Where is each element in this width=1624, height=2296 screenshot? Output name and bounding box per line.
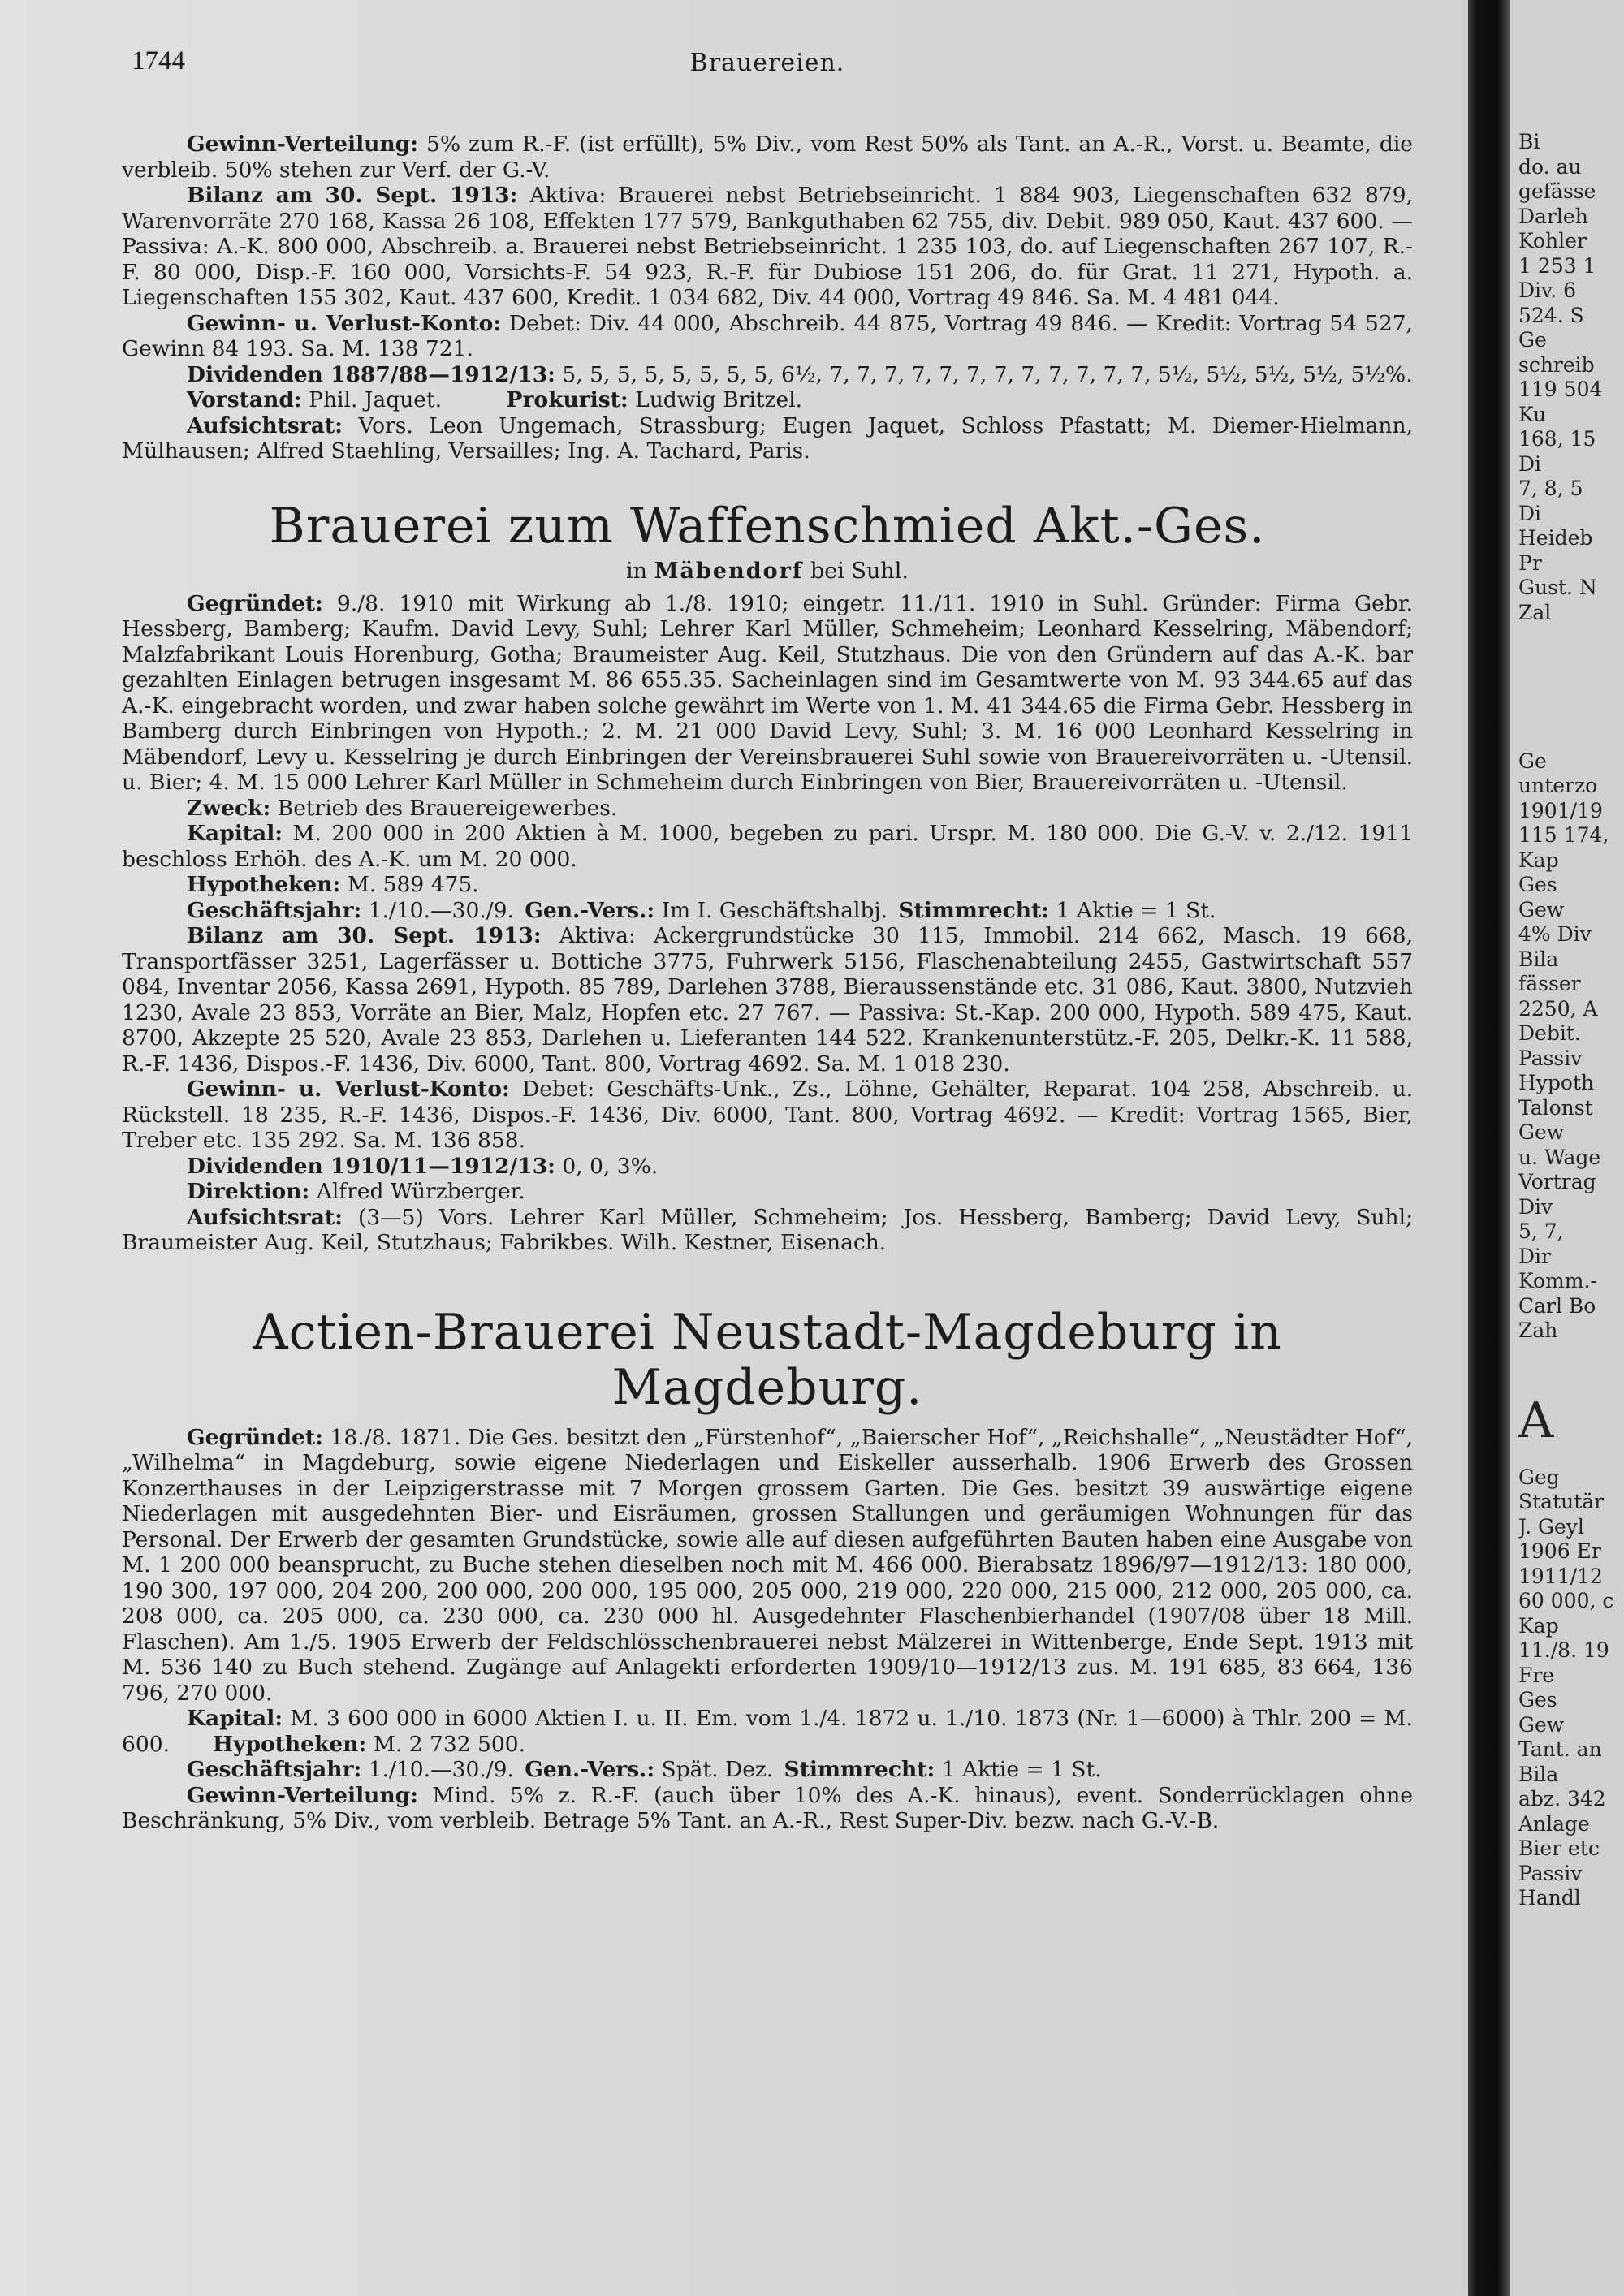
fragment-line: 7, 8, 5 — [1518, 477, 1583, 500]
fragment-line: Anlage — [1518, 1811, 1590, 1836]
fragment-line — [1518, 675, 1624, 700]
fragment-line: 4% Div — [1518, 922, 1592, 946]
entry-hypotheken: Hypotheken: M. 589 475. — [187, 872, 479, 897]
fragment-line: Gew — [1518, 1712, 1565, 1737]
entry-gewinn-verlust: Gewinn- u. Verlust-Konto: Debet: Div. 44 000, Abschreib. 44 875, Vortrag 49 846. — Kredit: Vortrag 54 527, Gewinn 84 193. Sa. M. 138 721. — [122, 310, 1413, 361]
fragment-line: abz. 342 — [1518, 1787, 1606, 1810]
prev-company-continuation — [122, 132, 1413, 464]
entry-bilanz: Bilanz am 30. Sept. 1913: Aktiva: Brauerei nebst Betriebseinricht. 1 884 903, Liegenschaften 632 879, Warenvorräte 270 168, Kassa 26 108, Effekten 177 579, Bankguthaben 62 755, div. Debit. 989 050, Kaut. 437 600. — Passiva: A.-K. 800 000, Abschreib. a. Brauerei nebst Betriebseinricht. 1 235 103, do. auf Liegenschaften 267 107, R.-F. 80 000, Disp.-F. 160 000, Vorsichts-F. 54 923, R.-F. für Dubiose 151 206, do. für Grat. 11 271, Hypoth. a. Liegenschaften 155 302, Kaut. 437 600, Kredit. 1 034 682, Div. 44 000, Vortrag 49 846. Sa. M. 4 481 044. — [122, 183, 1413, 310]
fragment-line: Kap — [1518, 1613, 1559, 1638]
fragment-line — [1518, 650, 1624, 675]
fragment-line — [1518, 700, 1624, 725]
fragment-line: u. Wage — [1518, 1145, 1601, 1169]
fragment-line: Ge — [1518, 328, 1547, 352]
fragment-line: 115 174, — [1518, 823, 1609, 847]
fragment-line: Handl — [1518, 1886, 1581, 1910]
entry-kapital: Kapital: M. 200 000 in 200 Aktien à M. 1000, begeben zu pari. Urspr. M. 180 000. Die G.-V. v. 2./12. 1911 beschloss Erhöh. des A.-K. um M. 20 000. — [122, 821, 1413, 872]
page-number: 1744 — [132, 46, 185, 76]
fragment-line: 1901/19 — [1518, 798, 1603, 822]
fragment-line: Ge — [1518, 749, 1547, 773]
fragment-line: Zal — [1518, 600, 1552, 624]
fragment-line: 11./8. 19 — [1518, 1638, 1609, 1662]
fragment-line: Bi — [1518, 130, 1540, 153]
entry-zweck: Zweck: Betrieb des Brauereigewerbes. — [187, 795, 618, 821]
fragment-line: Bier etc — [1518, 1836, 1600, 1860]
fragment-line: unterzo — [1518, 774, 1598, 797]
fragment-line: Heideb — [1518, 526, 1593, 550]
company-title: Brauerei zum Waffenschmied Akt.-Ges. — [269, 497, 1266, 555]
fragment-line: 1906 Er — [1518, 1539, 1601, 1563]
fragment-line: Div — [1518, 1194, 1553, 1219]
page-header — [122, 46, 1413, 94]
fragment-line: gefässe — [1518, 179, 1596, 203]
fragment-line: Zah — [1518, 1318, 1558, 1342]
company-neustadt-magdeburg — [122, 1305, 1413, 1834]
fragment-line: Tant. an — [1518, 1737, 1602, 1761]
entry-gegruendet: Gegründet: 9./8. 1910 mit Wirkung ab 1./8. 1910; eingetr. 11./11. 1910 in Suhl. Gründer: Firma Gebr. Hessberg, Bamberg; Kaufm. David Levy, Suhl; Lehrer Karl Müller, Schmeheim; Leonhard Kesselring, Mäbendorf; Malzfabrikant Louis Horenburg, Gotha; Braumeister Aug. Keil, Stutzhaus. Die von den Gründern auf das A.-K. bar gezahlten Einlagen betrugen insgesamt M. 86 655.35. Sacheinlagen sind im Gesamtwerte von M. 93 344.65 auf das A.-K. eingebracht worden, und zwar haben solche gewährt im Werte von 1. M. 41 344.65 die Firma Gebr. Hessberg in Bamberg durch Einbringen von Hypoth.; 2. M. 21 000 David Levy, Suhl; 3. M. 16 000 Leonhard Kesselring in Mäbendorf, Levy u. Kesselring je durch Einbringen der Vereinsbrauerei Suhl sowie von Brauereivorräten u. -Utensil. u. Bier; 4. M. 15 000 Lehrer Karl Müller in Schmeheim durch Einbringen von Bier, Brauereivorräten u. -Utensil. — [122, 590, 1413, 795]
fragment-line: Ku — [1518, 402, 1547, 426]
fragment-line: Di — [1518, 451, 1542, 476]
fragment-line — [1518, 625, 1624, 650]
entry-vorstand: Vorstand: Phil. Jaquet. Prokurist: Ludwig Britzel. — [187, 387, 803, 412]
fragment-line: 2250, A — [1518, 996, 1598, 1021]
fragment-line: 60 000, c — [1518, 1589, 1614, 1612]
company-location: in Mäbendorf bei Suhl. — [626, 558, 909, 584]
fragment-line — [1518, 724, 1624, 749]
fragment-line: A — [1518, 1392, 1554, 1449]
fragment-line: Fre — [1518, 1663, 1555, 1687]
entry-dividenden: Dividenden 1910/11—1912/13: 0, 0, 3%. — [187, 1153, 659, 1179]
fragment-line: schreib — [1518, 352, 1595, 377]
fragment-line: 1 253 1 — [1518, 253, 1596, 278]
entry-bilanz: Bilanz am 30. Sept. 1913: Aktiva: Ackergrundstücke 30 115, Immobil. 214 662, Masch. 19 668, Transportfässer 3251, Lagerfässer u. Bottiche 3775, Fuhrwerk 5156, Flaschenabteilung 2455, Gastwirtschaft 557 084, Inventar 2056, Kassa 2691, Hypoth. 85 789, Darlehen 3788, Bieraussenstände etc. 31 086, Kaut. 3800, Nutzvieh 1230, Avale 23 853, Vorräte an Bier, Malz, Hopfen etc. 27 767. — Passiva: St.-Kap. 200 000, Hypoth. 589 475, Kaut. 8700, Akzepte 25 520, Avale 23 853, Darlehen u. Lieferanten 144 522. Krankenunterstütz.-F. 205, Delkr.-K. 11 588, R.-F. 1436, Dispos.-F. 1436, Div. 6000, Tant. 800, Vortrag 4692. Sa. M. 1 018 230. — [122, 923, 1413, 1077]
entry-dividenden: Dividenden 1887/88—1912/13: 5, 5, 5, 5, 5, 5, 5, 5, 6½, 7, 7, 7, 7, 7, 7, 7, 7, 7, 7, 7, 7, 5½, 5½, 5½, 5½, 5½%. — [187, 361, 1413, 387]
fragment-line: Geg — [1518, 1465, 1560, 1489]
fragment-line: J. Geyl — [1518, 1514, 1584, 1539]
entry-aufsichtsrat: Aufsichtsrat: (3—5) Vors. Lehrer Karl Müller, Schmeheim; Jos. Hessberg, Bamberg; David Levy, Suhl; Braumeister Aug. Keil, Stutzhaus; Fabrikbes. Wilh. Kestner, Eisenach. — [122, 1204, 1413, 1255]
fragment-line: Div. 6 — [1518, 278, 1576, 302]
fragment-line: Passiv — [1518, 1861, 1583, 1885]
fragment-line: Dir — [1518, 1244, 1551, 1268]
fragment-line: Pr — [1518, 550, 1542, 575]
fragment-line: 119 504 — [1518, 378, 1603, 401]
entry-geschaeftsjahr: Geschäftsjahr: 1./10.—30./9. Gen.-Vers.: Im I. Geschäftshalbj. Stimmrecht: 1 Aktie = 1 St. — [187, 897, 1216, 923]
fragment-line: Vortrag — [1518, 1170, 1596, 1193]
main-column — [122, 46, 1413, 1834]
fragment-line: Darleh — [1518, 204, 1588, 228]
fragment-line: Talonst — [1518, 1095, 1593, 1120]
fragment-line: Ges — [1518, 873, 1557, 896]
fragment-line: 5, 7, — [1518, 1219, 1564, 1243]
entry-aufsichtsrat: Aufsichtsrat: Vors. Leon Ungemach, Strassburg; Eugen Jaquet, Schloss Pfastatt; M. Diemer-Hielmann, Mülhausen; Alfred Staehling, Versailles; Ing. A. Tachard, Paris. — [122, 412, 1413, 464]
fragment-line: Gew — [1518, 1120, 1565, 1144]
fragment-line: Bila — [1518, 1762, 1559, 1786]
company-title: Actien-Brauerei Neustadt-Magdeburg in Magdeburg. — [253, 1303, 1282, 1416]
book-gutter — [1468, 0, 1510, 2296]
fragment-line: Gew — [1518, 897, 1565, 921]
entry-geschaeftsjahr: Geschäftsjahr: 1./10.—30./9. Gen.-Vers.: Spät. Dez. Stimmrecht: 1 Aktie = 1 St. — [187, 1757, 1102, 1782]
entry-gewinn-verlust: Gewinn- u. Verlust-Konto: Debet: Geschäfts-Unk., Zs., Löhne, Gehälter, Reparat. 104 258, Abschreib. u. Rückstell. 18 235, R.-F. 1436, Dispos.-F. 1436, Div. 6000, Tant. 800, Vortrag 4692. — Kredit: Vortrag 1565, Bier, Treber etc. 135 292. Sa. M. 136 858. — [122, 1077, 1413, 1153]
fragment-line: 524. S — [1518, 303, 1584, 327]
fragment-line: Kohler — [1518, 229, 1587, 252]
fragment-line: Debit. — [1518, 1021, 1581, 1045]
entry-direktion: Direktion: Alfred Würzberger. — [187, 1179, 525, 1204]
fragment-line: Gust. N — [1518, 576, 1597, 599]
entry-gewinn-verteilung: Gewinn-Verteilung: 5% zum R.-F. (ist erfüllt), 5% Div., vom Rest 50% als Tant. an A.-R., Vorst. u. Beamte, die verbleib. 50% stehen zur Verf. der G.-V. — [122, 132, 1413, 183]
entry-gegruendet: Gegründet: 18./8. 1871. Die Ges. besitzt den „Fürstenhof“, „Baierscher Hof“, „Reichshalle“, „Neustädter Hof“, „Wilhelma“ in Magdeburg, sowie eigene Niederlagen und Eiskeller ausserhalb. 1906 Erwerb des Grossen Konzerthauses in der Leipzigerstrasse mit 7 Morgen grossem Garten. Die Ges. besitzt 39 auswärtige eigene Niederlagen mit ausgedehnten Bier- und Eisräumen, grossen Stallungen und geräumigen Wohnungen für das Personal. Der Erwerb der gesamten Grundstücke, sowie alle auf diesen aufgeführten Bauten haben eine Ausgabe von M. 1 200 000 beansprucht, zu Buche stehen dieselben noch mit M. 466 000. Bierabsatz 1896/97—1912/13: 180 000, 190 300, 197 000, 204 200, 200 000, 200 000, 195 000, 205 000, 219 000, 220 000, 215 000, 212 000, 205 000, ca. 208 000, ca. 205 000, ca. 230 000, ca. 230 000 hl. Ausgedehnter Flaschenbierhandel (1907/08 über 18 Mill. Flaschen). Am 1./5. 1905 Erwerb der Feldschlösschenbrauerei nebst Mälzerei in Wittenberge, Ende Sept. 1913 mit M. 536 140 zu Buch stehend. Zugänge auf Anlagekti erforderten 1909/10—1912/13 zus. M. 191 685, 83 664, 136 796, 270 000. — [122, 1424, 1413, 1706]
fragment-line: Bila — [1518, 947, 1559, 971]
fragment-line: do. au — [1518, 154, 1582, 179]
fragment-line: Carl Bo — [1518, 1293, 1596, 1318]
adjacent-page-fragment — [1518, 130, 1624, 2273]
fragment-line: fässer — [1518, 972, 1581, 995]
fragment-line: Hypoth — [1518, 1071, 1595, 1094]
entry-gewinn-verteilung: Gewinn-Verteilung: Mind. 5% z. R.-F. (auch über 10% des A.-K. hinaus), event. Sonderrücklagen ohne Beschränkung, 5% Div., vom verbleib. Betrage 5% Tant. an A.-R., Rest Super-Div. bezw. nach G.-V.-B. — [122, 1782, 1413, 1833]
fragment-line: Di — [1518, 501, 1542, 525]
fragment-line: 1911/12 — [1518, 1564, 1603, 1588]
fragment-line: Passiv — [1518, 1046, 1583, 1070]
running-head: Brauereien. — [689, 49, 845, 77]
fragment-line: Statutär — [1518, 1490, 1605, 1513]
fragment-line: 168, 15 — [1518, 427, 1596, 451]
fragment-line: Komm.- — [1518, 1269, 1597, 1293]
entry-kapital: Kapital: M. 3 600 000 in 6000 Aktien I. u. II. Em. vom 1./4. 1872 u. 1./10. 1873 (Nr. 1—6000) à Thlr. 200 = M. 600. Hypotheken: M. 2 732 500. — [122, 1706, 1413, 1757]
fragment-line: Ges — [1518, 1688, 1557, 1711]
company-waffenschmied — [122, 498, 1413, 1256]
fragment-line: Kap — [1518, 848, 1559, 872]
